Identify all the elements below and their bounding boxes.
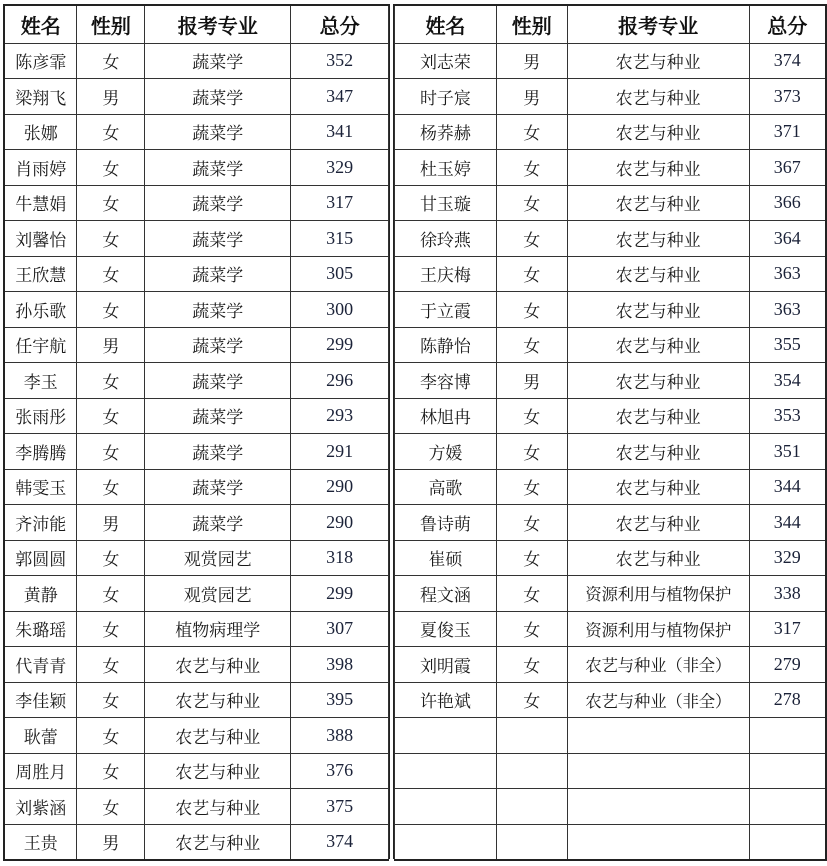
cell-gender: 女	[77, 43, 145, 79]
cell-major: 农艺与种业	[567, 221, 749, 257]
cell-score: 351	[749, 434, 826, 470]
table-row	[4, 576, 389, 612]
cell-gender: 男	[496, 43, 567, 79]
cell-name: 李腾腾	[4, 434, 77, 470]
cell-gender	[496, 824, 567, 860]
cell-name: 李佳颖	[4, 682, 77, 718]
cell-major: 农艺与种业	[567, 114, 749, 150]
cell-score: 300	[291, 292, 389, 328]
cell-score: 317	[749, 611, 826, 647]
cell-name: 郭圆圆	[4, 540, 77, 576]
table-row	[4, 185, 389, 221]
cell-major: 资源利用与植物保护	[567, 576, 749, 612]
cell-score: 329	[291, 150, 389, 186]
header-row	[395, 5, 826, 43]
cell-score: 363	[749, 256, 826, 292]
table-row	[395, 718, 826, 754]
cell-major: 蔬菜学	[145, 221, 291, 257]
column-header-major: 报考专业	[567, 5, 749, 43]
cell-major: 农艺与种业	[567, 79, 749, 115]
cell-major: 观赏园艺	[145, 576, 291, 612]
cell-name: 肖雨婷	[4, 150, 77, 186]
cell-gender: 女	[496, 398, 567, 434]
table-row	[395, 292, 826, 328]
cell-score: 293	[291, 398, 389, 434]
cell-name: 齐沛能	[4, 505, 77, 541]
cell-name: 王庆梅	[395, 256, 497, 292]
table-row	[4, 114, 389, 150]
table-row	[395, 576, 826, 612]
cell-score: 388	[291, 718, 389, 754]
cell-score: 315	[291, 221, 389, 257]
cell-gender: 女	[496, 469, 567, 505]
cell-major: 农艺与种业	[567, 540, 749, 576]
cell-name	[395, 789, 497, 825]
cell-major: 蔬菜学	[145, 505, 291, 541]
cell-name: 方媛	[395, 434, 497, 470]
table-row	[395, 505, 826, 541]
cell-score: 374	[291, 824, 389, 860]
cell-gender: 女	[496, 114, 567, 150]
table-row	[4, 718, 389, 754]
table-row	[395, 398, 826, 434]
cell-name	[395, 718, 497, 754]
cell-major: 农艺与种业	[567, 256, 749, 292]
cell-score: 305	[291, 256, 389, 292]
cell-score: 279	[749, 647, 826, 683]
table-row	[4, 824, 389, 860]
column-header-score: 总分	[291, 5, 389, 43]
cell-score: 355	[749, 327, 826, 363]
header-row	[4, 5, 389, 43]
cell-major: 农艺与种业	[145, 682, 291, 718]
table-row	[395, 363, 826, 399]
cell-name: 刘馨怡	[4, 221, 77, 257]
cell-major: 农艺与种业（非全）	[567, 647, 749, 683]
cell-major: 农艺与种业	[567, 469, 749, 505]
cell-major: 观赏园艺	[145, 540, 291, 576]
cell-name: 刘紫涵	[4, 789, 77, 825]
cell-name: 崔硕	[395, 540, 497, 576]
cell-gender: 女	[496, 434, 567, 470]
cell-score: 363	[749, 292, 826, 328]
table-row	[395, 753, 826, 789]
cell-score: 299	[291, 327, 389, 363]
cell-gender: 女	[496, 576, 567, 612]
cell-major: 蔬菜学	[145, 469, 291, 505]
cell-name: 李玉	[4, 363, 77, 399]
cell-gender: 女	[496, 221, 567, 257]
cell-score: 367	[749, 150, 826, 186]
cell-name: 杜玉婷	[395, 150, 497, 186]
table-row	[4, 79, 389, 115]
cell-score	[749, 824, 826, 860]
cell-score: 318	[291, 540, 389, 576]
cell-score: 338	[749, 576, 826, 612]
cell-major: 农艺与种业（非全）	[567, 682, 749, 718]
column-header-score: 总分	[749, 5, 826, 43]
cell-name: 徐玲燕	[395, 221, 497, 257]
cell-major	[567, 824, 749, 860]
cell-name: 朱璐瑶	[4, 611, 77, 647]
table-row	[4, 753, 389, 789]
cell-score: 373	[749, 79, 826, 115]
cell-score: 317	[291, 185, 389, 221]
cell-score: 353	[749, 398, 826, 434]
cell-major: 蔬菜学	[145, 292, 291, 328]
cell-score: 347	[291, 79, 389, 115]
column-header-gender: 性别	[77, 5, 145, 43]
table-row	[4, 398, 389, 434]
cell-gender: 女	[77, 185, 145, 221]
cell-major: 农艺与种业	[567, 185, 749, 221]
cell-score: 344	[749, 469, 826, 505]
cell-major: 蔬菜学	[145, 150, 291, 186]
cell-name: 张雨彤	[4, 398, 77, 434]
table-row	[4, 540, 389, 576]
table-row	[4, 292, 389, 328]
roster-sheet	[3, 4, 827, 861]
cell-score	[749, 789, 826, 825]
cell-score: 352	[291, 43, 389, 79]
table-row	[395, 256, 826, 292]
cell-score: 299	[291, 576, 389, 612]
cell-score: 341	[291, 114, 389, 150]
table-row	[395, 114, 826, 150]
cell-major: 农艺与种业	[567, 398, 749, 434]
table-row	[4, 505, 389, 541]
cell-score: 354	[749, 363, 826, 399]
column-header-major: 报考专业	[145, 5, 291, 43]
cell-gender: 女	[496, 150, 567, 186]
cell-score: 376	[291, 753, 389, 789]
cell-name: 任宇航	[4, 327, 77, 363]
roster-body-right	[395, 43, 826, 860]
cell-gender: 女	[496, 327, 567, 363]
cell-major: 农艺与种业	[567, 327, 749, 363]
cell-major: 农艺与种业	[145, 753, 291, 789]
cell-name: 王贵	[4, 824, 77, 860]
cell-score: 364	[749, 221, 826, 257]
cell-name: 耿蕾	[4, 718, 77, 754]
cell-name: 孙乐歌	[4, 292, 77, 328]
cell-gender: 女	[77, 469, 145, 505]
cell-gender: 女	[77, 150, 145, 186]
cell-gender: 女	[77, 576, 145, 612]
cell-major: 农艺与种业	[145, 647, 291, 683]
cell-gender: 女	[77, 256, 145, 292]
cell-gender: 女	[77, 753, 145, 789]
cell-score: 371	[749, 114, 826, 150]
cell-name: 甘玉璇	[395, 185, 497, 221]
cell-major: 农艺与种业	[567, 505, 749, 541]
column-header-gender: 性别	[496, 5, 567, 43]
table-row	[395, 647, 826, 683]
cell-score	[749, 753, 826, 789]
cell-major: 蔬菜学	[145, 256, 291, 292]
table-row	[4, 150, 389, 186]
cell-name: 林旭冉	[395, 398, 497, 434]
table-row	[395, 79, 826, 115]
cell-gender: 男	[77, 327, 145, 363]
cell-name: 于立霞	[395, 292, 497, 328]
cell-gender: 女	[496, 505, 567, 541]
cell-name: 王欣慧	[4, 256, 77, 292]
cell-gender: 女	[77, 434, 145, 470]
cell-major: 农艺与种业	[567, 363, 749, 399]
cell-major: 农艺与种业	[567, 292, 749, 328]
column-header-name: 姓名	[4, 5, 77, 43]
table-row	[395, 43, 826, 79]
cell-gender: 女	[77, 292, 145, 328]
cell-gender: 男	[77, 79, 145, 115]
table-row	[395, 824, 826, 860]
cell-major: 蔬菜学	[145, 363, 291, 399]
cell-name: 时子宸	[395, 79, 497, 115]
cell-name: 许艳斌	[395, 682, 497, 718]
cell-score: 278	[749, 682, 826, 718]
cell-gender: 女	[77, 718, 145, 754]
cell-name: 杨荞赫	[395, 114, 497, 150]
cell-score: 395	[291, 682, 389, 718]
cell-major	[567, 718, 749, 754]
table-row	[4, 647, 389, 683]
cell-major: 蔬菜学	[145, 398, 291, 434]
table-row	[4, 43, 389, 79]
cell-major: 农艺与种业	[145, 789, 291, 825]
cell-gender: 女	[77, 789, 145, 825]
cell-score: 296	[291, 363, 389, 399]
cell-gender: 女	[496, 540, 567, 576]
cell-name: 梁翔飞	[4, 79, 77, 115]
cell-gender: 女	[496, 682, 567, 718]
table-row	[4, 221, 389, 257]
table-row	[395, 327, 826, 363]
cell-major: 蔬菜学	[145, 43, 291, 79]
cell-score: 374	[749, 43, 826, 79]
cell-major: 蔬菜学	[145, 114, 291, 150]
cell-name: 程文涵	[395, 576, 497, 612]
table-row	[395, 469, 826, 505]
table-row	[395, 682, 826, 718]
cell-gender: 男	[496, 363, 567, 399]
table-row	[395, 540, 826, 576]
cell-major: 农艺与种业	[567, 434, 749, 470]
cell-score: 344	[749, 505, 826, 541]
cell-gender: 女	[77, 611, 145, 647]
cell-name: 黄静	[4, 576, 77, 612]
cell-gender	[496, 718, 567, 754]
cell-score: 329	[749, 540, 826, 576]
cell-score: 291	[291, 434, 389, 470]
roster-body-left	[4, 43, 389, 860]
cell-gender: 女	[77, 682, 145, 718]
cell-gender: 女	[496, 256, 567, 292]
cell-score	[749, 718, 826, 754]
cell-gender: 男	[77, 505, 145, 541]
table-row	[4, 682, 389, 718]
cell-name: 张娜	[4, 114, 77, 150]
cell-gender: 女	[496, 647, 567, 683]
cell-gender: 女	[496, 611, 567, 647]
cell-major: 蔬菜学	[145, 434, 291, 470]
table-row	[395, 150, 826, 186]
table-row	[4, 469, 389, 505]
table-row	[395, 185, 826, 221]
table-row	[4, 256, 389, 292]
cell-score: 290	[291, 505, 389, 541]
cell-gender: 男	[496, 79, 567, 115]
cell-gender	[496, 753, 567, 789]
cell-gender: 女	[77, 363, 145, 399]
cell-gender: 女	[496, 292, 567, 328]
cell-gender: 女	[496, 185, 567, 221]
cell-name: 韩雯玉	[4, 469, 77, 505]
column-header-name: 姓名	[395, 5, 497, 43]
roster-table-right	[394, 4, 827, 861]
cell-gender	[496, 789, 567, 825]
cell-score: 366	[749, 185, 826, 221]
table-row	[4, 611, 389, 647]
cell-name: 刘志荣	[395, 43, 497, 79]
cell-name: 高歌	[395, 469, 497, 505]
cell-name	[395, 824, 497, 860]
cell-major: 资源利用与植物保护	[567, 611, 749, 647]
cell-gender: 女	[77, 647, 145, 683]
cell-major: 蔬菜学	[145, 185, 291, 221]
cell-gender: 女	[77, 398, 145, 434]
cell-name: 夏俊玉	[395, 611, 497, 647]
cell-major: 农艺与种业	[567, 150, 749, 186]
table-row	[395, 434, 826, 470]
cell-major: 蔬菜学	[145, 327, 291, 363]
table-row	[4, 434, 389, 470]
cell-major: 植物病理学	[145, 611, 291, 647]
table-row	[4, 789, 389, 825]
cell-name: 李容博	[395, 363, 497, 399]
cell-score: 398	[291, 647, 389, 683]
table-row	[4, 327, 389, 363]
cell-name: 代青青	[4, 647, 77, 683]
cell-name: 刘明霞	[395, 647, 497, 683]
roster-table-left	[3, 4, 389, 861]
cell-score: 375	[291, 789, 389, 825]
cell-gender: 男	[77, 824, 145, 860]
cell-major	[567, 789, 749, 825]
cell-major: 农艺与种业	[145, 718, 291, 754]
cell-gender: 女	[77, 221, 145, 257]
cell-score: 290	[291, 469, 389, 505]
cell-major: 农艺与种业	[145, 824, 291, 860]
table-row	[395, 611, 826, 647]
cell-major: 蔬菜学	[145, 79, 291, 115]
cell-major: 农艺与种业	[567, 43, 749, 79]
cell-major	[567, 753, 749, 789]
table-row	[395, 789, 826, 825]
cell-gender: 女	[77, 540, 145, 576]
cell-name: 周胜月	[4, 753, 77, 789]
cell-gender: 女	[77, 114, 145, 150]
cell-name: 牛慧娟	[4, 185, 77, 221]
cell-name: 鲁诗萌	[395, 505, 497, 541]
cell-score: 307	[291, 611, 389, 647]
table-row	[395, 221, 826, 257]
table-row	[4, 363, 389, 399]
cell-name	[395, 753, 497, 789]
cell-name: 陈彦霏	[4, 43, 77, 79]
cell-name: 陈静怡	[395, 327, 497, 363]
